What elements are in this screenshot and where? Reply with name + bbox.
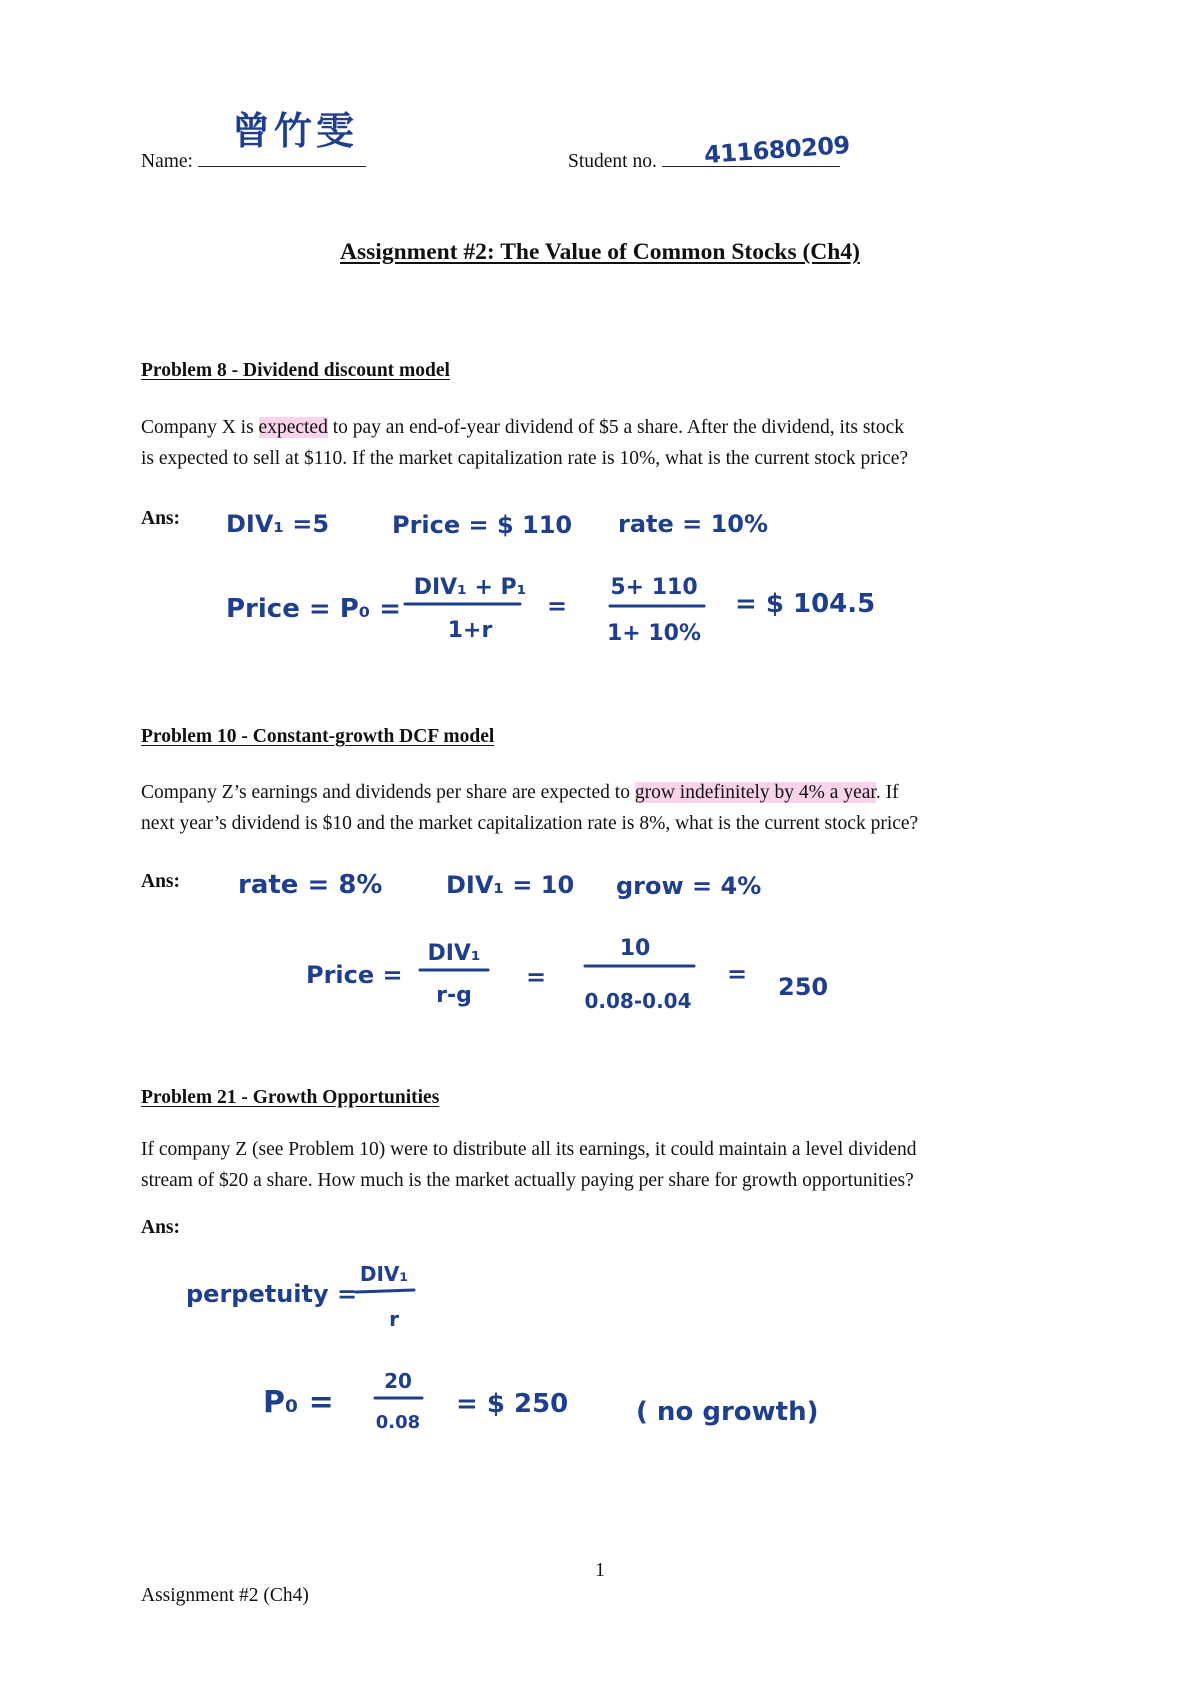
running-footer: Assignment #2 (Ch4) (141, 1585, 309, 1606)
handwritten-name: 曾竹雯 (232, 109, 359, 153)
hw-rate: rate = 8% (238, 870, 383, 900)
page-number: 1 (595, 1560, 605, 1581)
highlight: grow indefinitely by 4% a year (634, 782, 876, 803)
problem8-line1: Company X is expected to pay an end-of-year dividend of $5 a share. After the dividend, its stock (141, 417, 905, 438)
problem21-line2: stream of $20 a share. How much is the market actually paying per share for growth opportunities? (141, 1170, 914, 1191)
problem8-ans-label: Ans: (141, 508, 181, 529)
handwritten-student-no: 411680209 (703, 130, 851, 170)
hw-lhs: P₀ = (263, 1385, 334, 1420)
problem10-ans-label: Ans: (141, 871, 181, 892)
hw-note: ( no growth) (636, 1397, 819, 1427)
problem10-line1: Company Z’s earnings and dividends per share are expected to grow indefinitely by 4% a year. If (141, 782, 899, 803)
problem21-ans-label: Ans: (141, 1217, 181, 1238)
hw-rate: rate = 10% (618, 510, 769, 538)
hw-eq1: = (547, 592, 568, 620)
hw-result: = $ 104.5 (735, 589, 876, 619)
highlight: expected (258, 417, 328, 438)
hw-frac2-den: 0.08-0.04 (584, 989, 692, 1013)
student-no-label: Student no. (568, 151, 657, 172)
hw-perp: perpetuity = (186, 1280, 358, 1308)
problem21-heading: Problem 21 - Growth Opportunities (141, 1087, 440, 1108)
fraction-bar (356, 1290, 414, 1292)
problem10-handwriting (238, 870, 828, 1013)
name-label: Name: (141, 151, 193, 172)
hw-frac2-den: 0.08 (375, 1412, 421, 1433)
hw-grow: grow = 4% (616, 872, 762, 900)
problem8-heading: Problem 8 - Dividend discount model (141, 360, 450, 381)
hw-lhs: Price = (306, 961, 403, 989)
hw-frac1-num: DIV₁ (359, 1262, 409, 1286)
hw-eq1: = (526, 963, 547, 991)
hw-frac2-num: 10 (619, 936, 651, 961)
hw-frac1-num: DIV₁ (427, 941, 481, 966)
hw-result: 250 (778, 973, 829, 1001)
problem21-line1: If company Z (see Problem 10) were to distribute all its earnings, it could maintain a level dividend (141, 1139, 917, 1160)
hw-result: = $ 250 (456, 1389, 569, 1419)
problem21-handwriting (186, 1262, 819, 1433)
hw-eq2: = (727, 960, 748, 988)
page-title: Assignment #2: The Value of Common Stocks (Ch4) (340, 239, 860, 265)
hw-frac2-num: 5+ 110 (610, 575, 698, 600)
problem8-line2: is expected to sell at $110. If the market capitalization rate is 10%, what is the current stock price? (141, 448, 909, 469)
hw-frac2-num: 20 (384, 1369, 412, 1393)
hw-frac1-den: r (389, 1307, 399, 1331)
hw-div1: DIV₁ = 10 (446, 871, 575, 899)
problem10-heading: Problem 10 - Constant-growth DCF model (141, 726, 495, 747)
problem10-line2: next year’s dividend is $10 and the market capitalization rate is 8%, what is the current stock price? (141, 813, 919, 834)
problem8-handwriting (226, 510, 875, 646)
hw-frac1-den: r-g (436, 983, 472, 1008)
hw-frac2-den: 1+ 10% (606, 621, 702, 646)
hw-div1: DIV₁ =5 (226, 510, 330, 538)
hw-lhs: Price = P₀ = (226, 594, 402, 624)
hw-price: Price = $ 110 (392, 511, 573, 539)
hw-frac1-den: 1+r (447, 618, 493, 643)
hw-frac1-num: DIV₁ + P₁ (413, 575, 527, 600)
